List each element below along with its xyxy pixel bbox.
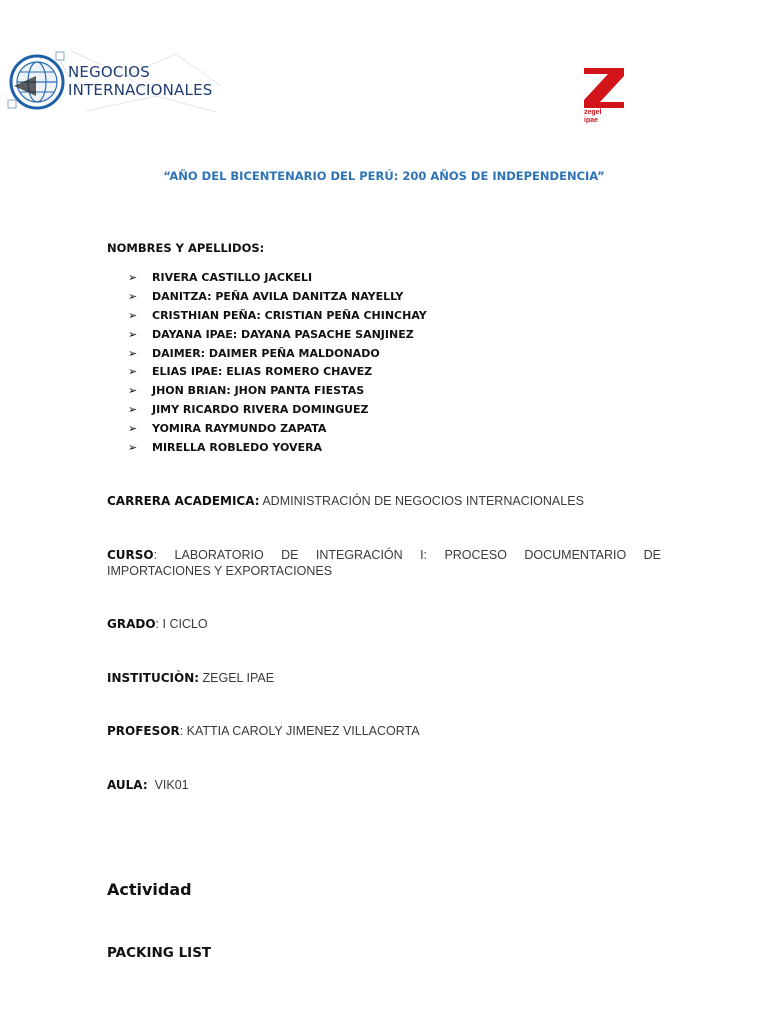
student-name: RIVERA CASTILLO JACKELI [152,270,313,284]
arrow-bullet-icon: ➢ [128,270,138,284]
motto-title: “AÑO DEL BICENTENARIO DEL PERÚ: 200 AÑOS DE INDEPENDENCIA” [163,169,605,183]
field-curso [107,547,661,579]
logo-line-ipae: ipae [584,117,599,124]
section-heading-packing-list: PACKING LIST [107,945,212,961]
z-logo-icon [580,64,628,108]
student-name: DAYANA IPAE: DAYANA PASACHE SANJINEZ [152,327,414,341]
student-name: JIMY RICARDO RIVERA DOMINGUEZ [152,403,369,417]
field-value: ZEGEL IPAE [199,671,275,685]
student-name: DANITZA: PEÑA AVILA DANITZA NAYELLY [152,289,404,303]
field-carrera [107,493,661,509]
student-name: CRISTHIAN PEÑA: CRISTIAN PEÑA CHINCHAY [152,308,427,322]
arrow-bullet-icon: ➢ [128,327,138,341]
arrow-bullet-icon: ➢ [128,365,138,379]
field-grado [107,616,661,632]
list-item [128,344,427,363]
arrow-bullet-icon: ➢ [128,403,138,417]
zegel-ipae-logo [580,64,628,128]
list-item [128,325,427,344]
arrow-bullet-icon: ➢ [128,384,138,398]
logo-line-internacionales: INTERNACIONALES [68,81,213,99]
section-heading-actividad: Actividad [107,880,192,899]
field-label: GRADO [107,617,156,631]
student-name: JHON BRIAN: JHON PANTA FIESTAS [152,384,365,398]
field-label: PROFESOR [107,724,180,738]
field-aula [107,777,661,793]
list-item [128,287,427,306]
list-item [128,419,427,438]
list-item [128,381,427,400]
field-label: AULA: [107,778,148,792]
field-value: VIK01 [147,778,189,792]
student-name: ELIAS IPAE: ELIAS ROMERO CHAVEZ [152,365,373,379]
student-name: MIRELLA ROBLEDO YOVERA [152,440,323,454]
field-value: ADMINISTRACIÓN DE NEGOCIOS INTERNACIONALES [259,494,584,508]
field-label: CARRERA ACADEMICA: [107,494,260,508]
student-name: DAIMER: DAIMER PEÑA MALDONADO [152,346,380,360]
arrow-bullet-icon: ➢ [128,308,138,322]
list-item [128,438,427,457]
field-value: : LABORATORIO DE INTEGRACIÓN I: PROCESO DOCUMENTARIO DE IMPORTACIONES Y EXPORTACIONES [107,548,661,578]
list-item [128,268,427,287]
students-list [128,268,427,457]
arrow-bullet-icon: ➢ [128,346,138,360]
list-item [128,400,427,419]
field-value: : KATTIA CAROLY JIMENEZ VILLACORTA [179,724,420,738]
students-heading: NOMBRES Y APELLIDOS: [107,241,265,255]
list-item [128,306,427,325]
field-institucion [107,670,661,686]
arrow-bullet-icon: ➢ [128,440,138,454]
field-label: CURSO [107,548,154,562]
arrow-bullet-icon: ➢ [128,422,138,436]
field-label: INSTITUCIÒN: [107,671,200,685]
logo-line-negocios: NEGOCIOS [68,63,150,81]
globe-icon [6,46,68,116]
logo-line-zegel: zegel [584,109,602,116]
arrow-bullet-icon: ➢ [128,289,138,303]
student-name: YOMIRA RAYMUNDO ZAPATA [152,422,327,436]
field-profesor [107,723,661,739]
list-item [128,362,427,381]
negocios-internacionales-logo [6,46,226,116]
field-value: : I CICLO [155,617,208,631]
